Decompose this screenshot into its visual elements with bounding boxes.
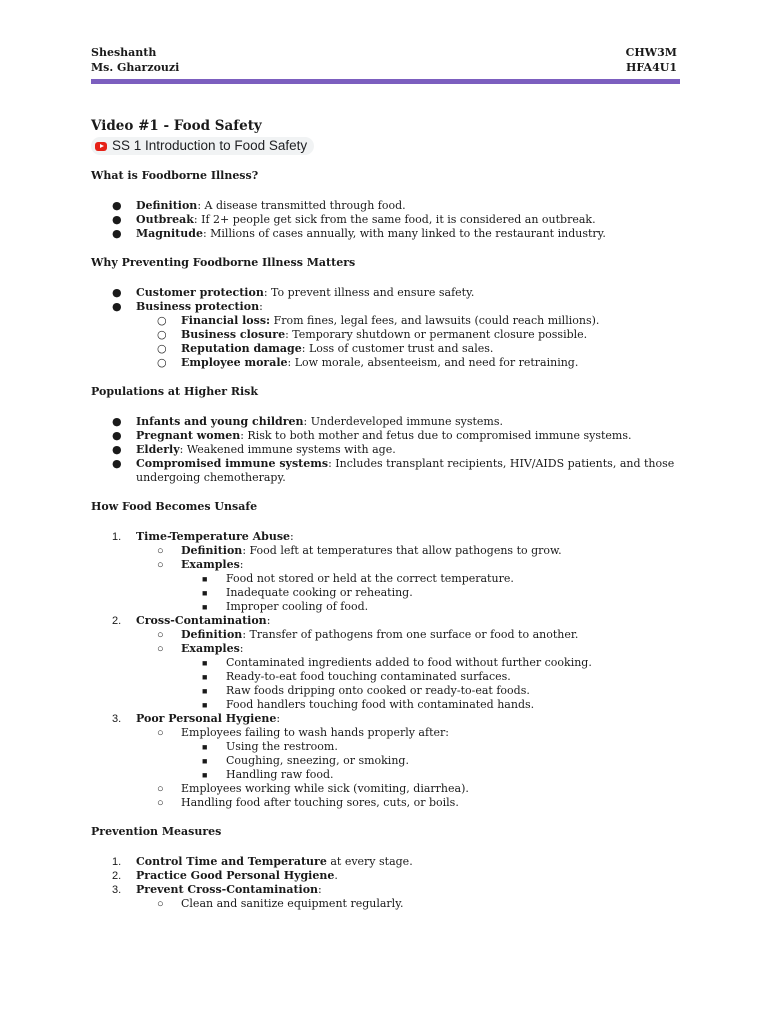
- sub-sub-list-item: ■ Ready-to-eat food touching contaminated surfaces.: [202, 670, 511, 683]
- circle-marker: ○: [157, 797, 164, 809]
- sub-sub-list-item: ■ Coughing, sneezing, or smoking.: [202, 754, 409, 767]
- list-item: ● Business protection:: [112, 300, 263, 313]
- square-marker: ■: [202, 742, 208, 752]
- sub-list-item: ○ Employees failing to wash hands properly after:: [157, 726, 449, 739]
- sub-sub-list-item: ■ Handling raw food.: [202, 768, 334, 781]
- circle-marker: ○: [157, 356, 167, 369]
- list-item: ● Compromised immune systems: Includes transplant recipients, HIV/AIDS patients, and those undergoing chemotherapy.: [112, 457, 675, 484]
- square-marker: ■: [202, 700, 208, 710]
- sub-sub-list-item: ■ Contaminated ingredients added to food without further cooking.: [202, 656, 592, 669]
- bullet-marker: ●: [112, 429, 122, 442]
- sub-list-item: ○ Examples:: [157, 558, 244, 571]
- numbered-item: 2. Cross-Contamination:: [112, 614, 271, 627]
- list-item: ● Definition: A disease transmitted through food.: [112, 199, 406, 212]
- numbered-item: 1. Time-Temperature Abuse:: [112, 530, 294, 543]
- square-marker: ■: [202, 588, 208, 598]
- number-marker: 2.: [112, 615, 122, 627]
- sub-sub-list-item: ■ Inadequate cooking or reheating.: [202, 586, 413, 599]
- circle-marker: ○: [157, 643, 164, 655]
- why-prevent-list: [91, 286, 681, 370]
- square-marker: ■: [202, 756, 208, 766]
- higher-risk-list: [91, 415, 681, 485]
- list-item: ● Pregnant women: Risk to both mother and fetus due to compromised immune systems.: [112, 429, 632, 442]
- sub-list-item: ○ Employees working while sick (vomiting, diarrhea).: [157, 782, 469, 795]
- sub-list-item: ○ Definition: Transfer of pathogens from one surface or food to another.: [157, 628, 579, 641]
- sub-sub-list-item: ■ Raw foods dripping onto cooked or ready-to-eat foods.: [202, 684, 530, 697]
- number-marker: 3.: [112, 713, 122, 725]
- square-marker: ■: [202, 658, 208, 668]
- circle-marker: ○: [157, 629, 164, 641]
- square-marker: ■: [202, 672, 208, 682]
- sub-list-item: ○ Clean and sanitize equipment regularly.: [157, 897, 404, 910]
- bullet-marker: ●: [112, 300, 122, 313]
- video-link-chip[interactable]: [91, 137, 314, 155]
- circle-marker: ○: [157, 727, 164, 739]
- page-title: Video #1 - Food Safety: [91, 118, 262, 134]
- circle-marker: ○: [157, 545, 164, 557]
- section-heading-foodborne-illness: What is Foodborne Illness?: [91, 169, 259, 182]
- sub-sub-list-item: ■ Food not stored or held at the correct temperature.: [202, 572, 514, 585]
- section-heading-why-prevent: Why Preventing Foodborne Illness Matters: [91, 256, 356, 269]
- numbered-item: 3. Prevent Cross-Contamination:: [112, 883, 322, 896]
- course-code-2: HFA4U1: [626, 61, 677, 74]
- bullet-marker: ●: [112, 213, 122, 226]
- sub-list-item: ○ Handling food after touching sores, cuts, or boils.: [157, 796, 459, 809]
- video-link-label: SS 1 Introduction to Food Safety: [112, 138, 308, 153]
- foodborne-illness-list: [91, 199, 681, 241]
- prevention-list: [91, 855, 681, 911]
- circle-marker: ○: [157, 559, 164, 571]
- list-item: ● Customer protection: To prevent illness and ensure safety.: [112, 286, 475, 299]
- sub-sub-list-item: ■ Using the restroom.: [202, 740, 338, 753]
- circle-marker: ○: [157, 783, 164, 795]
- sub-list-item: ○ Examples:: [157, 642, 244, 655]
- bullet-marker: ●: [112, 227, 122, 240]
- sub-list-item: ○ Employee morale: Low morale, absenteeism, and need for retraining.: [157, 356, 579, 369]
- teacher-name: Ms. Gharzouzi: [91, 61, 180, 74]
- bullet-marker: ●: [112, 415, 122, 428]
- sub-sub-list-item: ■ Food handlers touching food with contaminated hands.: [202, 698, 535, 711]
- circle-marker: ○: [157, 898, 164, 910]
- numbered-item: 3. Poor Personal Hygiene:: [112, 712, 281, 725]
- square-marker: ■: [202, 602, 208, 612]
- list-item: ● Infants and young children: Underdeveloped immune systems.: [112, 415, 503, 428]
- sub-list-item: ○ Definition: Food left at temperatures that allow pathogens to grow.: [157, 544, 562, 557]
- header-divider: [91, 79, 680, 84]
- list-item: ● Elderly: Weakened immune systems with age.: [112, 443, 396, 456]
- number-marker: 3.: [112, 884, 122, 896]
- document-body: [91, 117, 681, 911]
- bullet-marker: ●: [112, 443, 122, 456]
- list-item: ● Outbreak: If 2+ people get sick from the same food, it is considered an outbreak.: [112, 213, 596, 226]
- sub-sub-list-item: ■ Improper cooling of food.: [202, 600, 369, 613]
- square-marker: ■: [202, 770, 208, 780]
- square-marker: ■: [202, 574, 208, 584]
- youtube-icon: [95, 142, 107, 151]
- circle-marker: ○: [157, 314, 167, 327]
- bullet-marker: ●: [112, 457, 122, 470]
- list-item: ● Magnitude: Millions of cases annually, with many linked to the restaurant industry.: [112, 227, 606, 240]
- sub-list-item: ○ Financial loss: From fines, legal fees, and lawsuits (could reach millions).: [157, 314, 600, 327]
- number-marker: 2.: [112, 870, 122, 882]
- bullet-marker: ●: [112, 199, 122, 212]
- section-heading-higher-risk: Populations at Higher Risk: [91, 385, 258, 398]
- sub-list-item: ○ Reputation damage: Loss of customer trust and sales.: [157, 342, 494, 355]
- section-heading-food-unsafe: How Food Becomes Unsafe: [91, 500, 258, 513]
- circle-marker: ○: [157, 328, 167, 341]
- numbered-item: 1. Control Time and Temperature at every stage.: [112, 855, 413, 868]
- circle-marker: ○: [157, 342, 167, 355]
- numbered-item: 2. Practice Good Personal Hygiene.: [112, 869, 338, 882]
- square-marker: ■: [202, 686, 208, 696]
- food-unsafe-list: [91, 530, 681, 810]
- course-code-1: CHW3M: [625, 46, 677, 59]
- section-heading-prevention: Prevention Measures: [91, 825, 222, 838]
- number-marker: 1.: [112, 531, 122, 543]
- bullet-marker: ●: [112, 286, 122, 299]
- number-marker: 1.: [112, 856, 122, 868]
- student-name: Sheshanth: [91, 46, 157, 59]
- sub-list-item: ○ Business closure: Temporary shutdown or permanent closure possible.: [157, 328, 588, 341]
